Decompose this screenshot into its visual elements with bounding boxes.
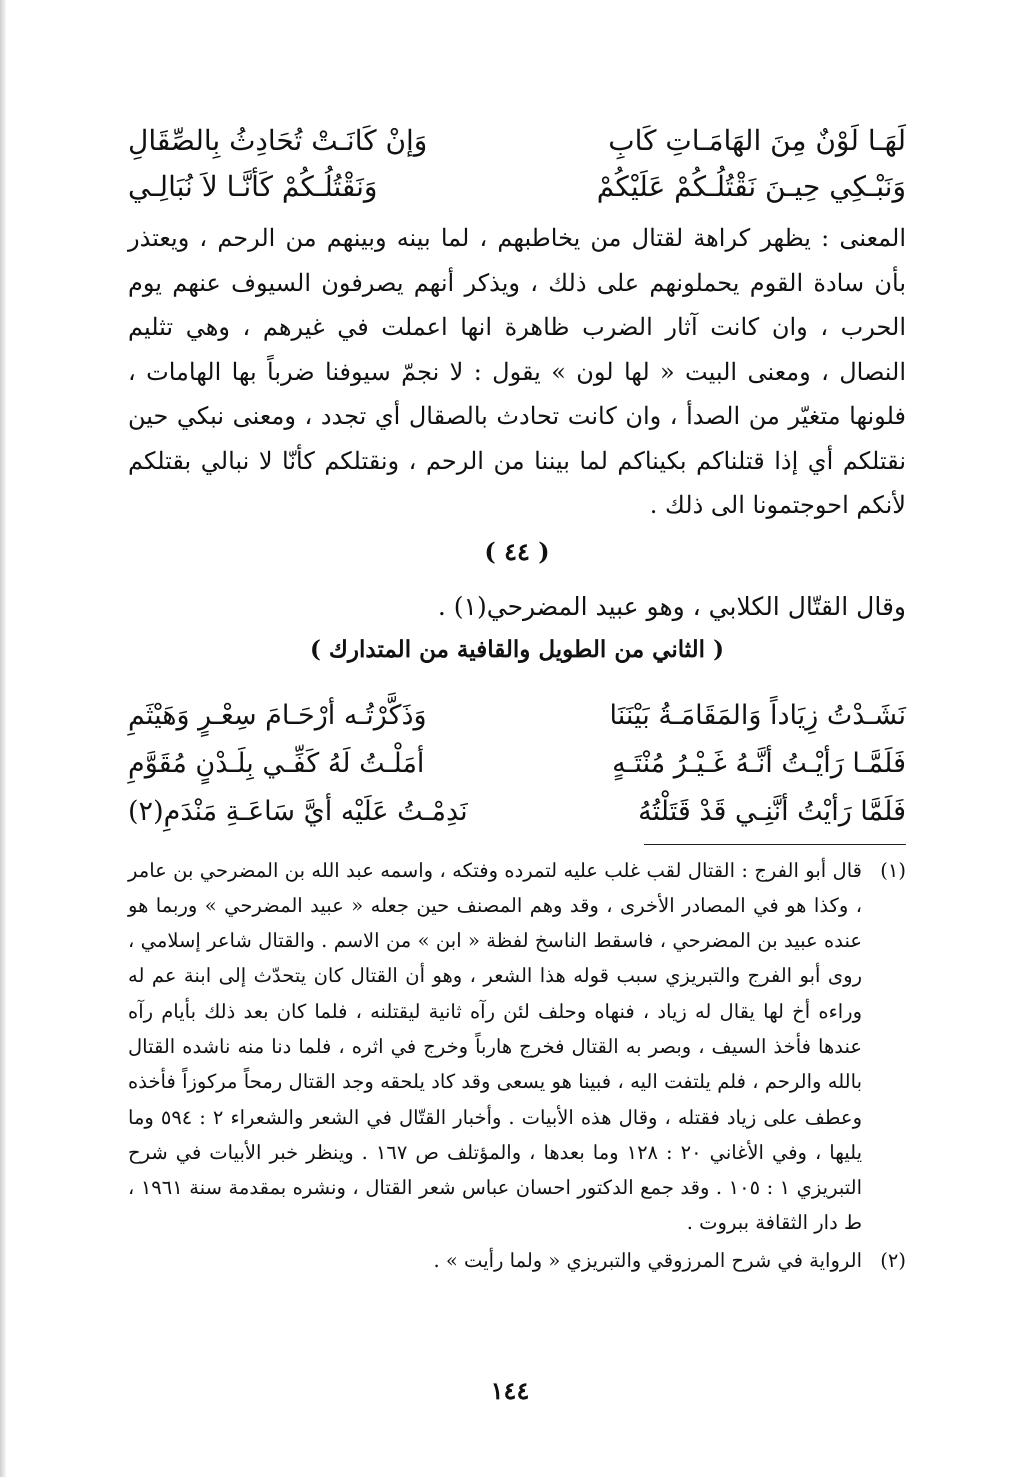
poem-43-tail <box>128 118 906 210</box>
verse-second-hemistich: أمَلْـتُ لَهُ كَفِّـي بِلَـدْنٍ مُقَوَّمِ <box>128 747 425 779</box>
verse-line <box>128 788 906 836</box>
poem-number: ( ٤٤ ) <box>484 536 550 566</box>
verse-line <box>128 692 906 740</box>
footnote <box>128 853 906 1241</box>
commentary-paragraph: المعنى : يظهر كراهة لقتال من يخاطبهم ، لما بينه وبينهم من الرحم ، ويعتذر بأن سادة القوم يحملونهم على ذلك ، ويذكر أنهم يصرفون السيوف عنهم يوم الحرب ، وان كانت آثار الضرب ظاهرة انها اعملت في غيرهم ، وهي تثليم النصال ، ومعنى البيت « لها لون » يقول : لا نجمّ سيوفنا ضرباً بها الهامات ، فلونها متغيّر من الصدأ ، وان كانت تحادث بالصقال أي تجدد ، ومعنى نبكي حين نقتلكم أي إذا قتلناكم بكيناكم لما بيننا من الرحم ، ونقتلكم كأنّا لا نبالي بقتلكم لأنكم احوجتمونا الى ذلك . <box>128 224 906 519</box>
verse-second-hemistich: وَنَقْتُلُـكُمْ كَأنَّـا لاَ نُبَالِـي <box>128 170 378 203</box>
page-number: ١٤٤ <box>490 1376 530 1405</box>
footnote-text: قال أبو الفرج : القتال لقب غلب عليه لتمرده وفتكه ، واسمه عبد الله بن المضرحي بن عامر ، وكذا هو في المصادر الأخرى ، وقد وهم المصنف حين جعله « عبيد المضرحي » وربما هو عنده عبيد بن المضرحي ، فاسقط الناسخ لفظة « ابن » من الاسم . والقتال شاعر إسلامي ، روى أبو الفرج والتبريزي سبب قوله هذا الشعر ، وهو أن القتال كان يتحدّث إلى ابنة عم له وراءه أخ لها يقال له زياد ، فنهاه وحلف لئن رآه ثانية ليقتلنه ، فلما كان بعد ذلك بأيام رآه عندها فأخذ السيف ، وبصر به القتال فخرج هارباً وخرج في اثره ، فلما دنا منه ناشده القتال بالله والرحم ، فلم يلتفت اليه ، فبينا هو يسعى وقد كاد يلحقه وجد القتال رمحاً مركوزاً فأخذه وعطف على زياد فقتله ، وقال هذه الأبيات . وأخبار القتّال في الشعر والشعراء ٢ : ٥٩٤ وما يليها ، وفي الأغاني ٢٠ : ١٢٨ وما بعدها ، والمؤتلف ص ١٦٧ . وينظر خبر الأبيات في شرح التبريزي ١ : ١٠٥ . وقد جمع الدكتور احسان عباس شعر القتال ، ونشره بمقدمة سنة ١٩٦١ ، ط دار الثقافة ببروت . <box>128 858 863 1235</box>
verse-first-hemistich: فَلَمَّـا رَأيْـتُ أنَّـهُ غَـيْـرُ مُنْتَـهٍ <box>612 747 906 779</box>
verse-line <box>128 164 906 210</box>
verse-first-hemistich: فَلَمَّا رَأيْتُ أنَّنِـي قَدْ قَتَلْتُهُ <box>638 795 906 827</box>
footnote-text: الرواية في شرح المرزوقي والتبريزي « ولما رأيت » . <box>433 1248 862 1272</box>
verse-first-hemistich: لَهَـا لَوْنٌ مِنَ الهَامَـاتِ كَابِ <box>608 124 906 157</box>
poem-intro: وقال القتّال الكلابي ، وهو عبيد المضرحي(١) . <box>437 591 906 621</box>
footnote-number: (١) <box>880 858 906 882</box>
verse-second-hemistich: وَإنْ كَانَـتْ تُحَادِثُ بِالصِّقَالِ <box>128 124 428 157</box>
footnote-number: (٢) <box>880 1248 906 1272</box>
verse-second-hemistich: نَدِمْـتُ عَلَيْه أيَّ سَاعَـةِ مَنْدَمِ(٢) <box>128 795 468 827</box>
footnote-divider <box>644 844 906 845</box>
poem-44 <box>128 692 906 836</box>
verse-first-hemistich: وَنَبْـكِي حِيـنَ نَقْتُلُـكُمْ عَلَيْكُمْ <box>596 170 906 203</box>
verse-second-hemistich: وَذَكَّرْتُـه أرْحَـامَ سِعْـرٍ وَهَيْثَمِ <box>128 699 427 731</box>
meter-note: ( الثاني من الطويل والقافية من المتدارك ) <box>310 635 724 663</box>
page-edge-shadow <box>0 0 6 1477</box>
verse-first-hemistich: نَشَـدْتُ زِيَاداً وَالمَقَامَـةُ بَيْنَنَا <box>609 699 906 731</box>
verse-line <box>128 118 906 164</box>
book-page <box>128 118 906 1278</box>
verse-line <box>128 740 906 788</box>
footnote <box>128 1243 906 1278</box>
